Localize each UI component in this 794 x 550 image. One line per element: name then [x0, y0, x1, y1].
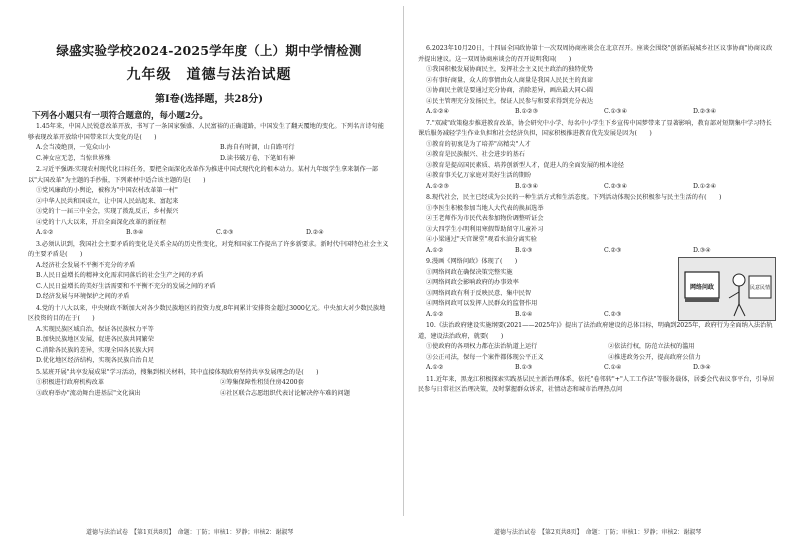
option-c: C.②③④: [604, 182, 628, 190]
statement-item: ④党的十八大以来，开启全面深化改革的新征程: [36, 218, 166, 226]
statement-item: ④民主管理充分发扬民主，保证人民参与和要求得到充分表达: [426, 97, 594, 105]
option-a: A.①②: [426, 246, 444, 254]
statement-item: ③大四学生小明利用寒假帮助留守儿童补习: [426, 225, 544, 233]
question-8: [418, 193, 776, 256]
question-stem: 10.《法治政府建设实施纲要(2021——2025年)》提出了法治政府建设的总体目标，明确到2025年，政府行为全面纳入法治轨道，建设法治政府，就要( ): [418, 322, 773, 340]
question-9: [418, 257, 776, 320]
option-d: D.经济发展与环境保护之间的矛盾: [36, 293, 130, 300]
option-a: A.①②: [426, 310, 444, 318]
option-b: B.①③: [515, 364, 533, 371]
statement-item: ①使政府的各项权力都在法治轨道上运行: [426, 343, 538, 350]
statement-item: ①党风廉政的小舆论，被称为"中国农村改革第一村": [36, 187, 178, 194]
option-b: B.①③④: [515, 182, 539, 190]
exam-title: 九年级 道德与法治试题: [126, 67, 292, 83]
option-d: D.②④: [306, 229, 324, 236]
option-b: B.加快民族地区发展，促进各民族共同繁荣: [36, 336, 154, 343]
statement-item: ②筹集保障性租赁住房4200套: [220, 379, 304, 386]
cartoon-image: [678, 257, 776, 321]
question-stem: 1.45年来，中国人民锐意改革开放，书写了一条国家强盛、人民富裕的正确道路，中国发生了翻天覆地的变化。下列名言诗句能够表现改革开放给中国带来巨大变化的是( ): [28, 123, 384, 141]
question-4: [28, 304, 390, 367]
option-d: D.读书破万卷，下笔如有神: [220, 154, 295, 162]
question-2: [28, 165, 390, 239]
section-title: 第Ⅰ卷(选择题，共28分): [154, 94, 264, 105]
question-3: [28, 240, 390, 303]
statement-item: ②依法行权，防范立法权的滥用: [608, 343, 695, 350]
statement-item: ①积极进行政府机构改革: [36, 379, 105, 386]
left-column: [28, 0, 390, 550]
option-b: B.①④: [515, 310, 533, 318]
instructions: 下列各小题只有一项符合题意的，每小题2分。: [32, 111, 208, 121]
option-a: A.①②③: [426, 182, 450, 190]
option-a: A.实现民族区域自治，保证各民族权力平等: [36, 325, 154, 333]
option-d: D.优化地区经济结构，实现各民族自治自足: [36, 357, 155, 364]
statement-item: ③政府举办"流动舞台进基层"文化演出: [36, 389, 141, 397]
statement-item: ③公正司法，保每一个案件都体现公平正义: [426, 353, 544, 361]
option-c: C.②③: [216, 229, 234, 236]
option-c: C.②③: [604, 310, 622, 318]
option-a: A.经济社会发展不平衡不充分的矛盾: [36, 261, 136, 269]
statement-item: ④教育事关亿万家庭对美好生活的期盼: [426, 172, 532, 179]
option-a: A.①②④: [426, 108, 450, 115]
option-a: A.①②: [36, 229, 54, 236]
question-stem: 9.漫画《网络问政》体现了( ): [426, 258, 518, 265]
statement-item: ②中华人民共和国成立，让中国人民站起来、富起来: [36, 197, 179, 205]
option-b: B.人民日益增长的精神文化需求同落后的社会生产之间的矛盾: [36, 272, 204, 279]
option-c: C.人民日益增长的美好生活需要和不平衡不充分的发展之间的矛盾: [36, 282, 216, 290]
statement-item: ③网络问政有利于反映民意、集中民智: [426, 289, 532, 297]
option-d: D.③④: [693, 246, 711, 254]
statement-item: ③党的十一届三中全会，实现了拨乱反正，乡村振兴: [36, 208, 179, 215]
cartoon-sign-text: 民意民情: [749, 285, 771, 291]
question-stem: 6.2023年10月20日，十四届全国政协第十一次双周协商座谈会在北京召开。座谈会围绕"创新拓展城乡社区议事协商"协商议政并提出建议。这一双周协商座谈会的召开说明我国( ): [418, 45, 773, 63]
question-stem: 7."双减"政策稳步推进教育改革，协会研究中小学、每名中小学生下乡宣传中国梦带来了显著影响，教育部对短期集中学习特长课后服务减轻学生作业负担和社会经济负担，国家积极推进教育优先发展是因为( ): [418, 119, 772, 137]
statement-item: ①教育的初衷是为了培养"高精尖"人才: [426, 140, 531, 148]
statement-item: ①网络问政在确保决策完整实施: [426, 268, 513, 276]
statement-item: ②教育是民族振兴、社会进步的基石: [426, 151, 525, 158]
question-5: [28, 368, 390, 400]
option-c: C.①④: [604, 364, 622, 371]
option-d: D.①②④: [693, 182, 717, 190]
statement-item: ④小梁通过"天宫课堂"观看水油分离实验: [426, 236, 537, 243]
question-stem: 3.必须认识到，我国社会主要矛盾的变化是关系全局的历史性变化，对党和国家工作提出了许多新要求。新时代中国特色社会主义的主要矛盾是( ): [28, 240, 389, 258]
statement-item: ④社区联合志愿组织代表讨论解决停车难的问题: [220, 389, 350, 397]
statement-item: ③教育是提高国民素质、培养创新型人才，促进人的全面发展的根本途径: [426, 161, 624, 169]
page-footer-left: 道德与法治试卷 【第1页共8页】 命题：丁防；审核1：罗静；审核2：谢淑琴: [86, 529, 294, 536]
right-column: [418, 0, 776, 550]
question-1: [28, 122, 390, 164]
page-footer-right: 道德与法治试卷 【第2页共8页】 命题：丁防；审核1：罗静；审核2：谢淑琴: [494, 529, 702, 536]
statement-item: ①李医生积极参加当地人大代表的换届选举: [426, 204, 544, 212]
option-b: B.③④: [126, 229, 144, 236]
cartoon-screen-text: 网络问政: [689, 284, 715, 291]
school-title: 绿盛实验学校2024-2025学年度（上）期中学情检测: [56, 43, 362, 58]
option-d: D.③④: [693, 364, 711, 371]
question-stem: 11.近年来，黑龙江积极探索实践基层民主新治理体系，依托"卷邻转"+"人工工作法"等服务载体，居委会代表议事平台，引导居民参与日常社区治理决策，及时掌握群众诉求，社情动态和城市治理热点问: [418, 375, 775, 393]
option-b: B.海自有时涸，山自路可行: [220, 144, 295, 151]
option-c: C.消除各民族的差异，实现全国各民族大同: [36, 346, 154, 354]
column-divider: [403, 6, 404, 516]
option-b: B.①③: [515, 246, 533, 254]
statement-item: ④网络问政可以发挥人民群众的监督作用: [426, 300, 538, 307]
option-d: D.②③④: [693, 108, 717, 115]
question-stem: 5.某班开展"共享发展成果"学习活动，搜集到相关材料，其中直接体现政府坚持共享发展理念的是( ): [36, 368, 319, 376]
statement-item: ②有事好商量，众人的事情由众人商量是我国人民民主的真谛: [426, 76, 594, 84]
statement-item: ①我国积极发展协商民主，发挥社会主义民主政治的独特优势: [426, 66, 594, 73]
question-7: [418, 119, 776, 193]
statement-item: ②网络问政会影响政府的办事效率: [426, 279, 519, 286]
question-stem: 4.党的十八大以来，中央财政不断加大对各少数民族地区的投资力度,8年间累计安排资金超过3000亿元。中央加大对少数民族地区投资的目的在于( ): [28, 304, 386, 322]
statement-item: ④推进政务公开，提高政府公信力: [608, 353, 701, 361]
option-a: A.①②: [426, 364, 444, 371]
statement-item: ③协商民主就是要通过充分协商，消除差异，画出最大同心圆: [426, 87, 594, 94]
question-stem: 2.习近平强调:实现农村现代化目标任务，要把全面深化改革作为推进中国式现代化的根本动力。某村九年级学生拿来制作一部以"大国改革"为主题的手抄报，下列素材中适合该主题的是( ): [28, 166, 379, 184]
option-c: C.神女应无恙，当惊世界殊: [36, 154, 111, 162]
option-c: C.①③④: [604, 108, 628, 115]
statement-item: ②王老师作为市民代表参加物价调整听证会: [426, 215, 544, 222]
option-a: A.会当凌绝顶，一览众山小: [36, 144, 111, 151]
option-b: B.①②③: [515, 108, 539, 115]
option-c: C.②③: [604, 246, 622, 254]
question-10: [418, 321, 776, 374]
question-stem: 8.现代社会，民主已经成为公民的一种生活方式和生活态度。下列活动体现公民积极参与民主生活的有( ): [426, 194, 722, 201]
question-6: [418, 44, 776, 118]
question-11: [418, 375, 776, 396]
